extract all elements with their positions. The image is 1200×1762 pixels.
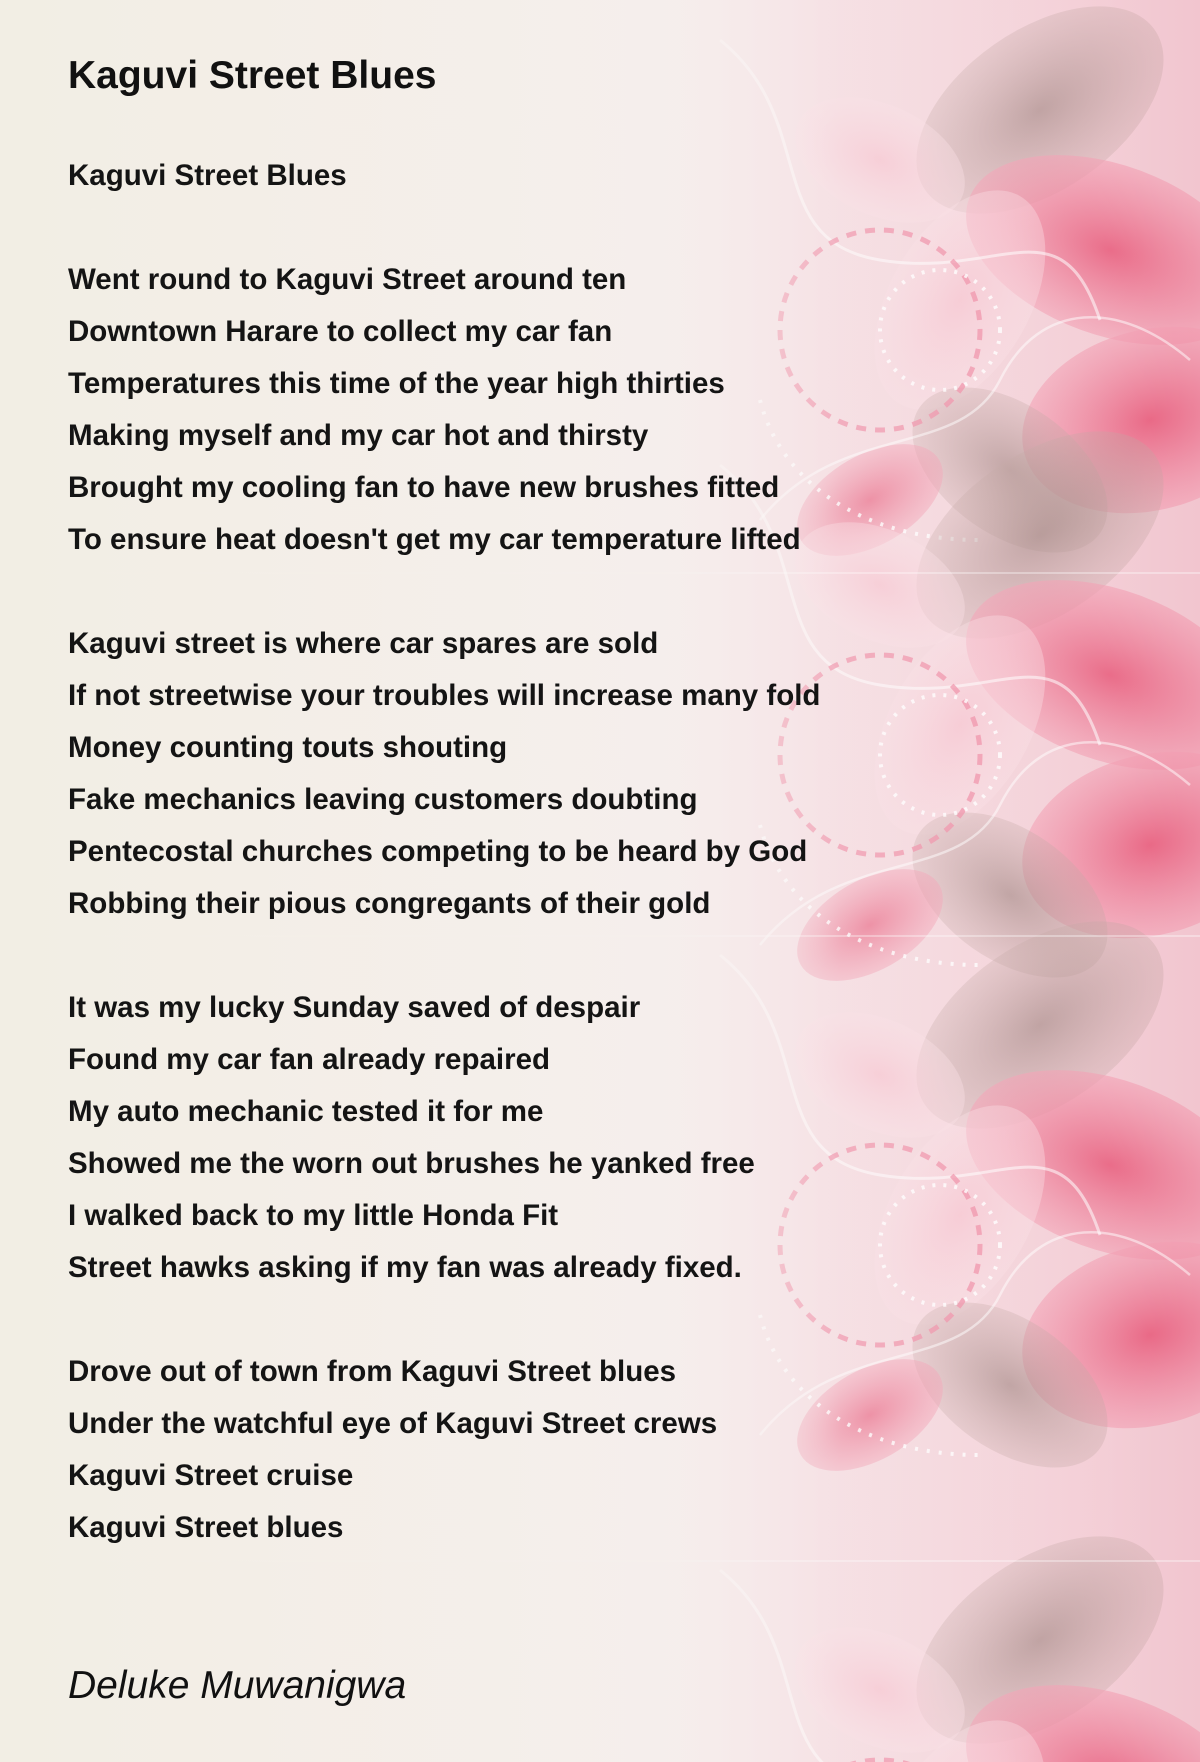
poem-line: Robbing their pious congregants of their gold [68,887,711,920]
poem-line: Brought my cooling fan to have new brushes fitted [68,471,780,504]
stanza-break [68,1294,1068,1346]
poem-line: My auto mechanic tested it for me [68,1095,544,1128]
poem-line: Kaguvi street is where car spares are sold [68,627,659,660]
poem-body [68,150,1068,1554]
stanza-break [68,930,1068,982]
poem-line: Went round to Kaguvi Street around ten [68,263,627,296]
poem-line: It was my lucky Sunday saved of despair [68,991,641,1024]
poem-line: Fake mechanics leaving customers doubting [68,783,698,816]
poem-line: Temperatures this time of the year high thirties [68,367,725,400]
poem-line: If not streetwise your troubles will increase many fold [68,679,821,712]
poem-line: Showed me the worn out brushes he yanked free [68,1147,755,1180]
poem-title: Kaguvi Street Blues [68,54,437,97]
poem-line: Street hawks asking if my fan was already fixed. [68,1251,742,1284]
poem-line: Drove out of town from Kaguvi Street blues [68,1355,677,1388]
stanza-break [68,202,1068,254]
poem-line: Money counting touts shouting [68,731,508,764]
poem-author: Deluke Muwanigwa [68,1664,407,1707]
poem-line: Kaguvi Street cruise [68,1459,354,1492]
poem-line: I walked back to my little Honda Fit [68,1199,559,1232]
poem-line: Pentecostal churches competing to be heard by God [68,835,808,868]
poem-line: To ensure heat doesn't get my car temperature lifted [68,523,801,556]
poem-line: Found my car fan already repaired [68,1043,550,1076]
poem-line: Under the watchful eye of Kaguvi Street crews [68,1407,718,1440]
poem-subtitle: Kaguvi Street Blues [68,159,347,192]
poem-line: Making myself and my car hot and thirsty [68,419,649,452]
poem-line: Kaguvi Street blues [68,1511,344,1544]
stanza-break [68,566,1068,618]
poem-line: Downtown Harare to collect my car fan [68,315,613,348]
